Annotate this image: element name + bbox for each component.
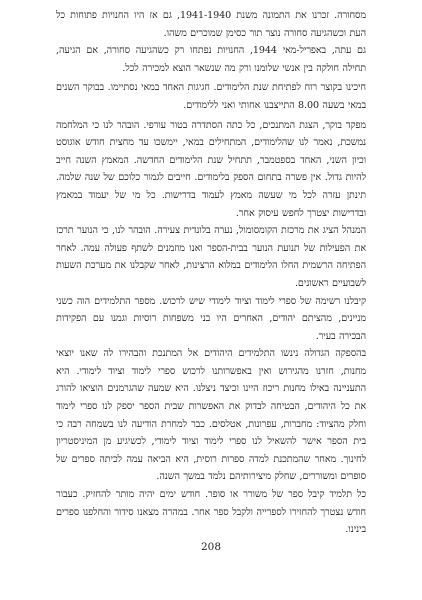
paragraph-6: קיבלנו רשימה של ספרי לימוד וציוד לימודי שיש לרכוש. מספר התלמידים הוה כשני מניינים, מהציתם יהודים, האחרים היו בני משפחות רוסיות וגמנו עם הפקידות הבכירה בעיר. — [56, 295, 366, 342]
paragraph-3: חיכינו בקוצר רוח לפתיחת שנת הלימודים. חגיגות האחד במאי נסתיימו. בבוקר השנים במאי בשעה 8.00 התייצבנו אחותי ואני ללימודים. — [56, 82, 366, 111]
paragraph-8: כל תלמיד קיבל ספר של משורר או סופר. חודש ימים יהיה מותר להחזיק. כעבור חודש נצטרך להחזירו לספרייה ולקבל ספר אחר. במהרה מצאנו סידור והחלפנו ספרים בינינו. — [56, 489, 366, 536]
paragraph-2: גם עתה, באפריל-מאי 1944, החנויות נפתחו רק כשהגיעה סחורה, אם הגיעה, תחילה חולקה בין אנשי שלומנו ורק מה שנשאר הוצא למכירה לכל. — [56, 45, 367, 74]
page-number: 208 — [200, 541, 222, 553]
paragraph-5: המנהל הציג את מרכזת הקומסומול, נערה בלונדית צעירה. הובהר לנו, כי הנוער תרכז את הפעילות של תנועת הנוער בבית-הספר ואנו מוזמנים לשתף פעולה עמה. לאחר הפתיחה הרשמית החלו הלימודים במלוא הרצינות, לאחר שקבלנו את מערכת השעות לשבועיים ראשונים. — [56, 225, 366, 289]
paragraph-4: מפקד בוקר, הצגת המתנכים, כל כתה הסתדרה בטור עורפי. הובהר לנו כי המלחמה נמשכת, נאמר לנו שהלימודים, המתחילים במאי, יימשכו עד מחצית חודש אוגוסט וכיון השני, האחד בספטמבר, תתחיל שנת הלימודים החדשה. המאמץ השנה חייב להיות גדול. אין פשרה בתחום הספק בלימודים. חייבים לגמור כלוכם של שנה שלמה. תינתן עזרה לכל מי שעשה מאמץ לעמוד בדרישות. כל מי של יעמוד במאמץ ובדרישות יצטרך לחפש עיסוק אחר. — [56, 119, 366, 219]
paragraph-1: מסחורה. זכרנו את התמונה משנת 1941-1940, גם אז היו החנויות פתוחות כל העת וכשהגיעה סחורה נוצר תור כסימן שמוכרים משהו. — [56, 10, 366, 39]
paragraph-7: בהספקה הגדולה נינשו התלמידים היהודים אל המתנכת והבהירו לה שאנו יוצאי מחנות, חזרנו מהגירוש ואין באפשרותנו לרכוש ספרי לימוד וציוד לימודי. היא התעניינה באילו מחנות ריכוז היינו וכיצד ניצלנו. היא שמעה שהגרמנים הוציאו להורג את כל היהודים, הבטיחה לבדוק את האפשרות שבית הספר יספק לנו ספרי לימוד וחלק מהציוד: מחברות, עפרונות, אטלסים. כבר למחרת הודיעה לנו בשמחה רבה כי בית הספר אישר להשאיל לנו ספרי לימוד וציוד לימודי, לכשיגיע מן המיניסטריון לחינוך. מאחר שהמתכנת למדה ספרות רוסית, היא הביאה עמה לכיתה ספרים של סופרים ומשוררים, שחלק מיצירותיהם נלמד במשך השנה. — [56, 348, 366, 483]
